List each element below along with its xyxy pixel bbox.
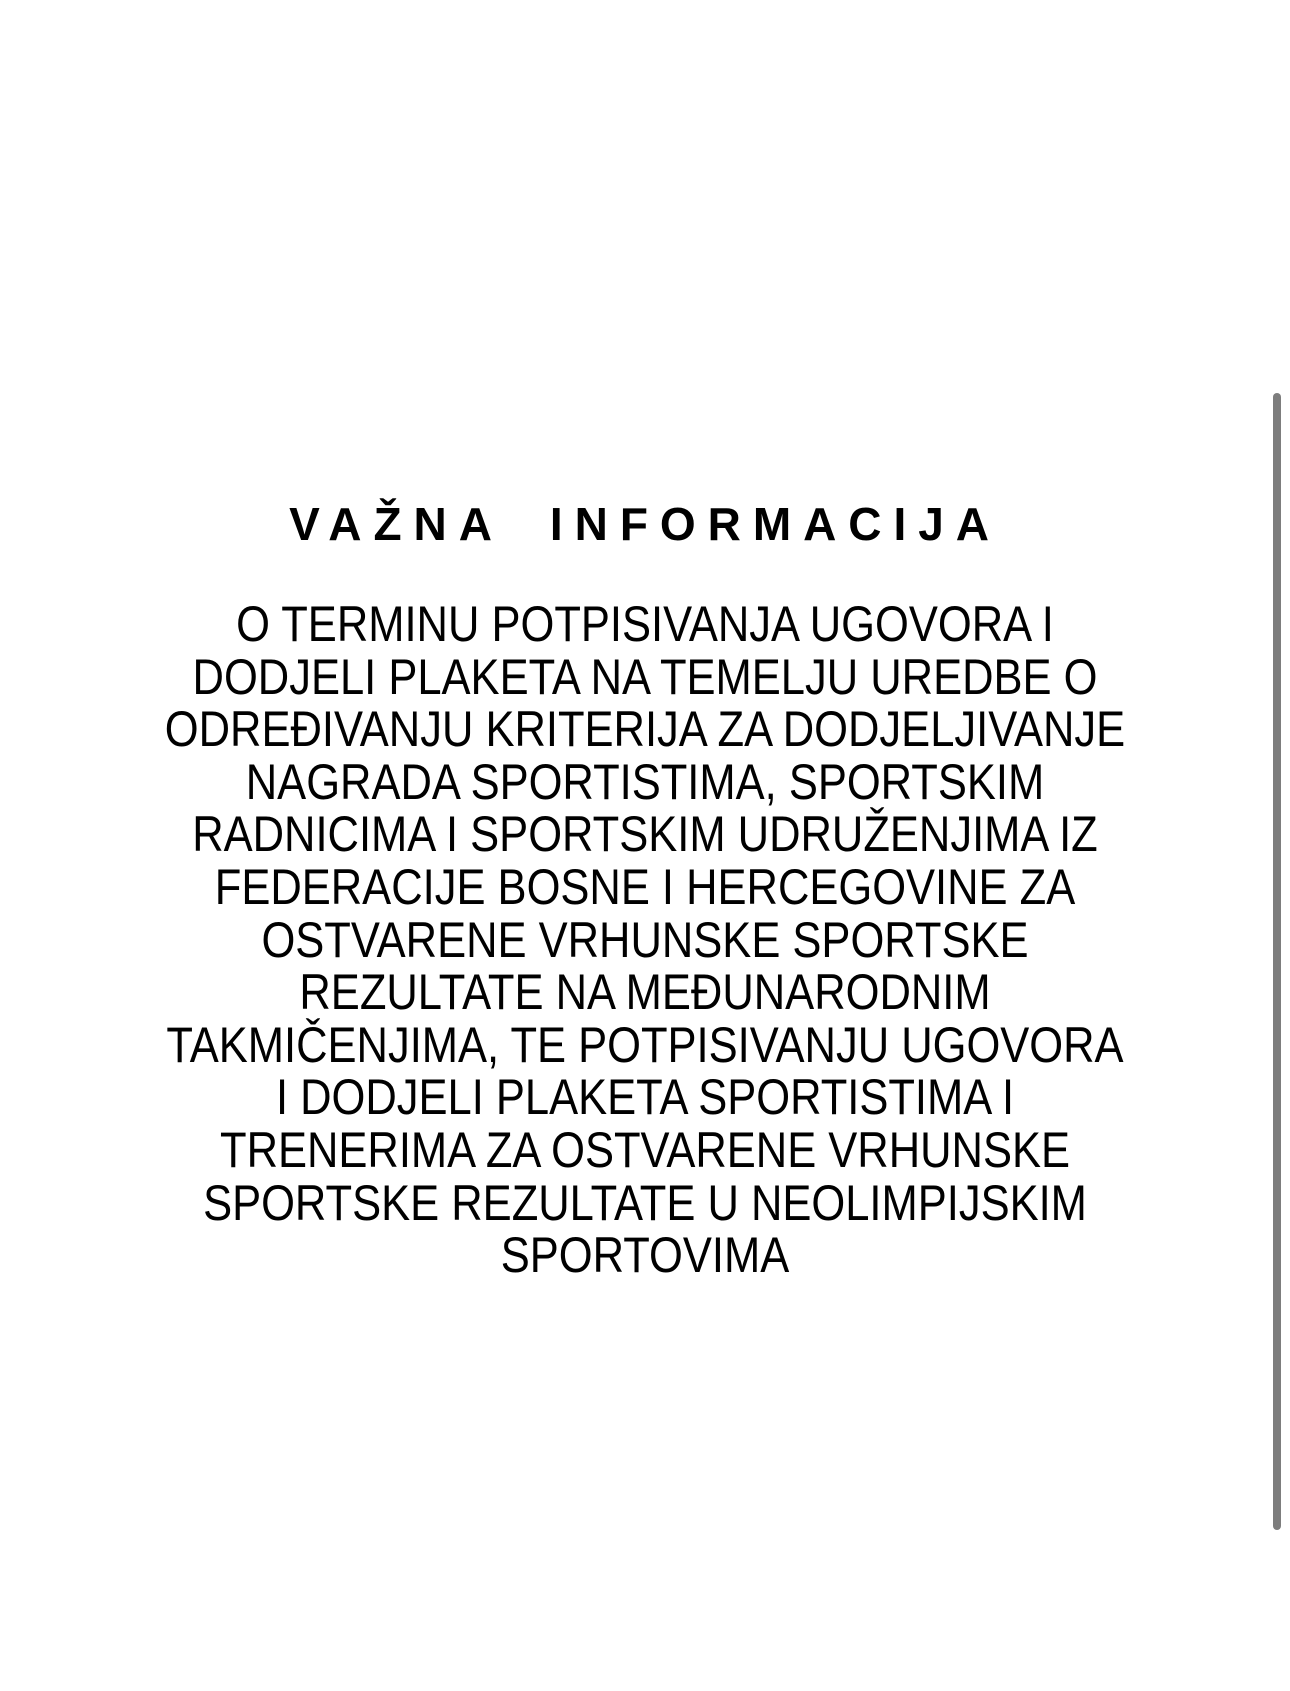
body-text-line: SPORTOVIMA	[500, 1227, 790, 1284]
body-text-line: FEDERACIJE BOSNE I HERCEGOVINE ZA	[214, 858, 1076, 915]
vertical-scrollbar-thumb[interactable]	[1273, 393, 1281, 1530]
body-text-line: RADNICIMA I SPORTSKIM UDRUŽENJIMA IZ	[192, 806, 1098, 863]
body-text-line: REZULTATE NA MEĐUNARODNIM	[299, 964, 991, 1021]
body-text-line: TAKMIČENJIMA, TE POTPISIVANJU UGOVORA	[166, 1016, 1124, 1073]
body-text-line: OSTVARENE VRHUNSKE SPORTSKE	[261, 911, 1029, 968]
body-text-line: TRENERIMA ZA OSTVARENE VRHUNSKE	[219, 1121, 1071, 1178]
body-text-line: NAGRADA SPORTISTIMA, SPORTSKIM	[245, 753, 1045, 810]
document-title: VAŽNA INFORMACIJA	[289, 498, 1001, 550]
body-text-line: DODJELI PLAKETA NA TEMELJU UREDBE O	[192, 648, 1098, 705]
body-text-line: ODREĐIVANJU KRITERIJA ZA DODJELJIVANJE	[164, 701, 1126, 758]
body-text-line: SPORTSKE REZULTATE U NEOLIMPIJSKIM	[203, 1174, 1087, 1231]
document-body-text	[84, 598, 1206, 1282]
body-text-line: O TERMINU POTPISIVANJA UGOVORA I	[236, 596, 1054, 652]
body-text-line: I DODJELI PLAKETA SPORTISTIMA I	[275, 1069, 1015, 1126]
